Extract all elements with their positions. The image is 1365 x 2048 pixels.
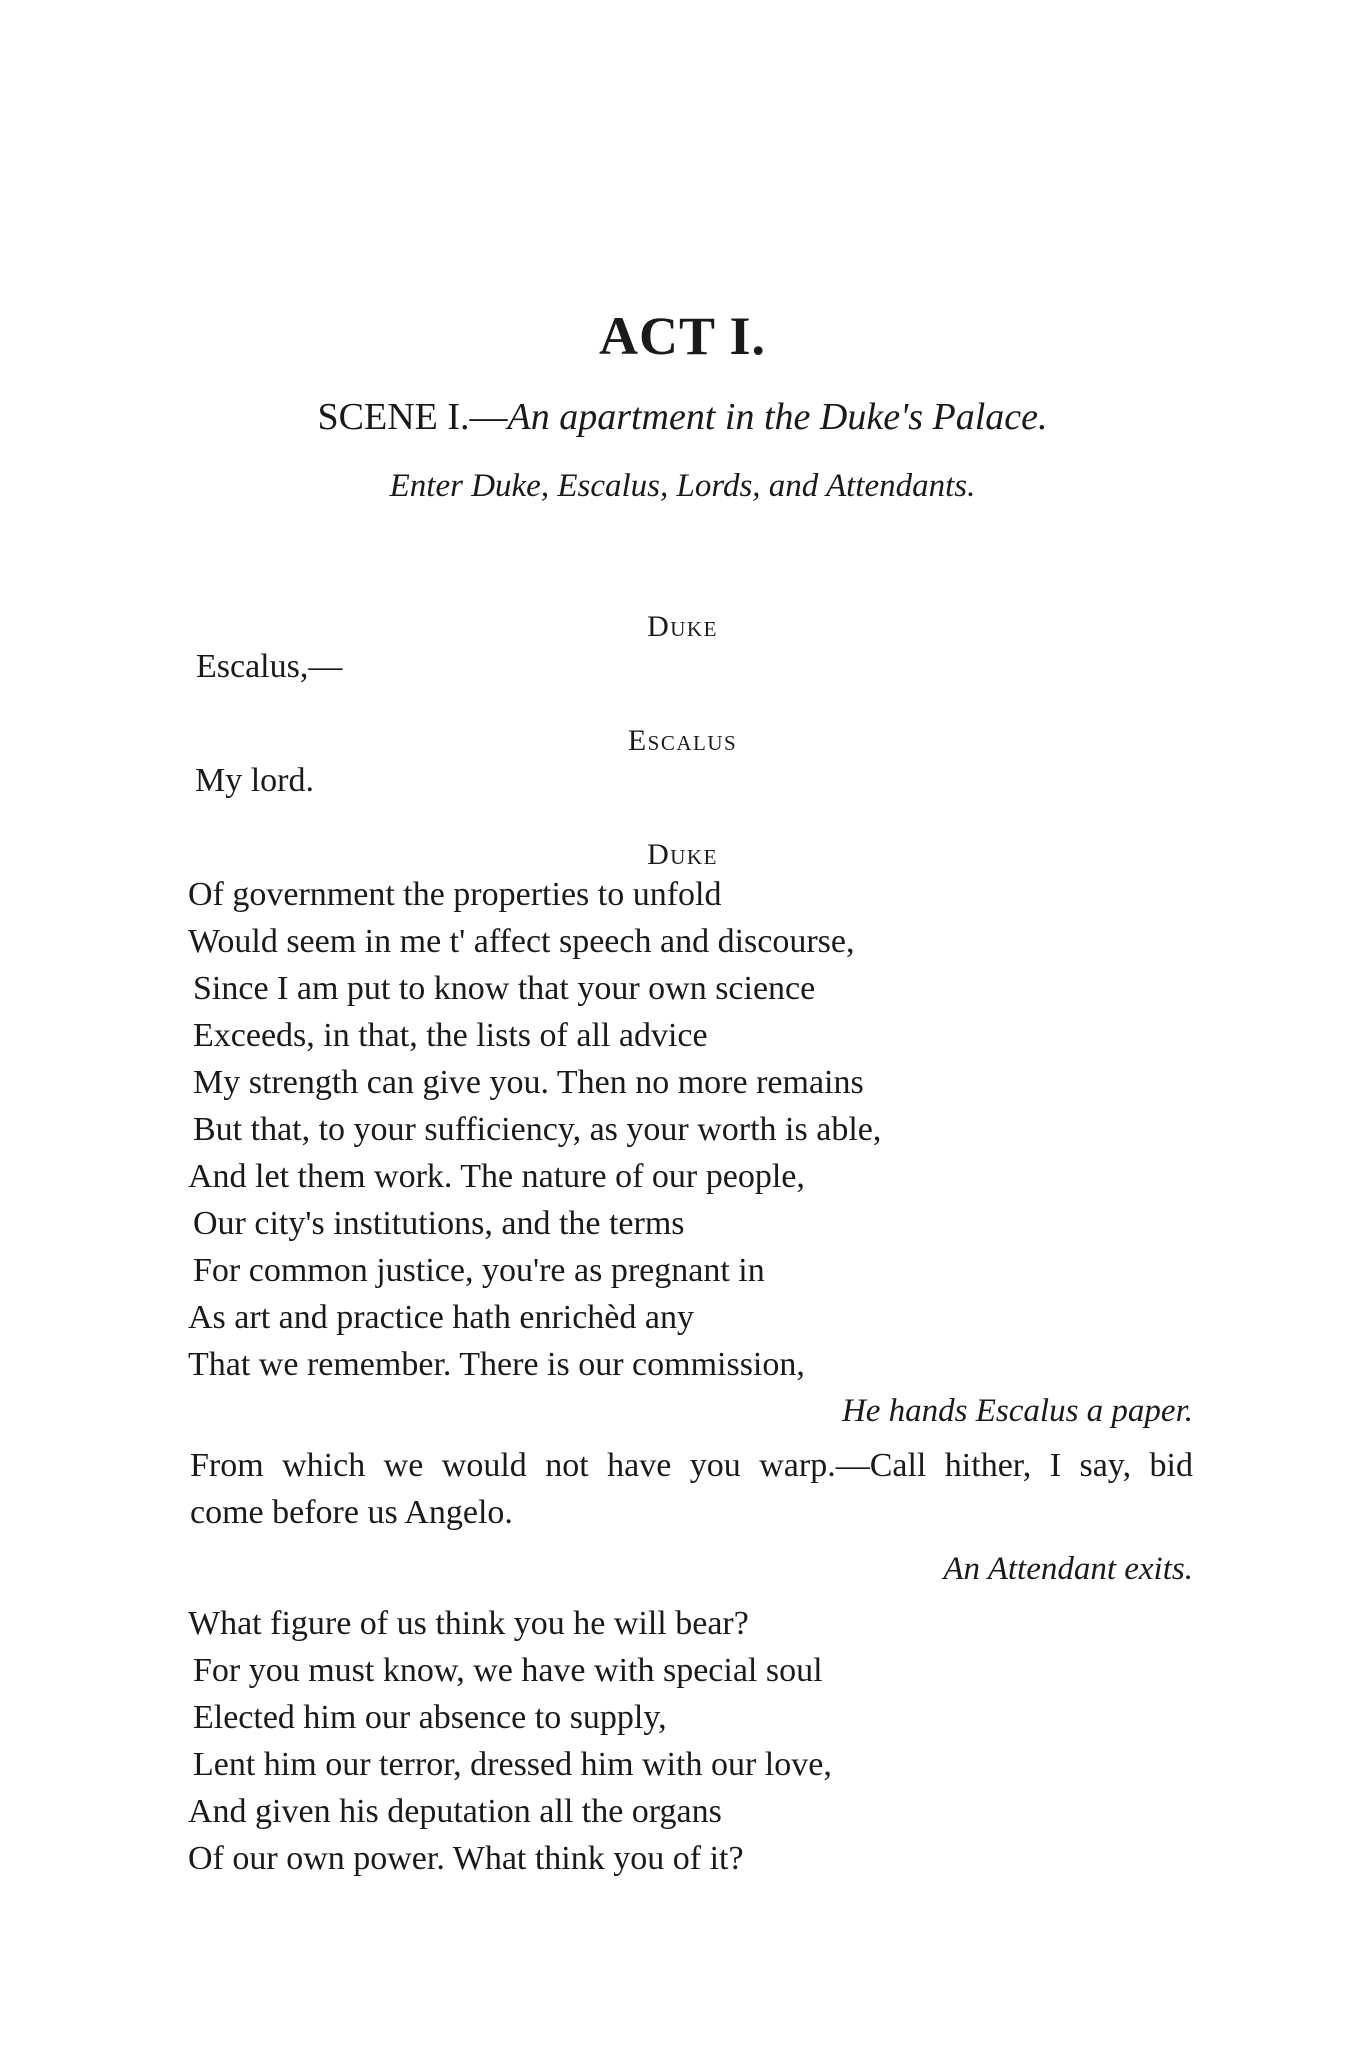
verse-line: Would seem in me t' affect speech and discourse, xyxy=(188,923,855,960)
scene-label: SCENE I.— xyxy=(317,396,508,438)
verse-line: Lent him our terror, dressed him with our love, xyxy=(193,1746,832,1783)
speaker-duke: Duke xyxy=(647,610,718,643)
speech-line: Escalus,— xyxy=(196,648,343,685)
prose-line: From which we would not have you warp.—Call hither, I say, bid xyxy=(190,1447,1193,1484)
verse-line: Of government the properties to unfold xyxy=(188,876,722,913)
verse-line: Exceeds, in that, the lists of all advice xyxy=(193,1017,708,1054)
verse-line: Since I am put to know that your own science xyxy=(193,970,816,1007)
verse-line: That we remember. There is our commission, xyxy=(188,1346,805,1383)
scene-location: An apartment in the Duke's Palace. xyxy=(507,396,1048,438)
speaker-duke: Duke xyxy=(647,838,718,871)
speech-line: My lord. xyxy=(195,762,314,799)
verse-line: For you must know, we have with special soul xyxy=(193,1652,823,1689)
stage-direction-exit: An Attendant exits. xyxy=(943,1551,1193,1587)
stage-direction-paper: He hands Escalus a paper. xyxy=(841,1393,1193,1429)
verse-line: Of our own power. What think you of it? xyxy=(188,1840,744,1877)
verse-line: And given his deputation all the organs xyxy=(188,1793,722,1830)
verse-line: My strength can give you. Then no more remains xyxy=(193,1064,864,1101)
stage-direction-entrance: Enter Duke, Escalus, Lords, and Attendants. xyxy=(389,468,976,504)
verse-line: And let them work. The nature of our people, xyxy=(188,1158,805,1195)
verse-line: What figure of us think you he will bear? xyxy=(188,1605,749,1642)
verse-line: Our city's institutions, and the terms xyxy=(193,1205,685,1242)
speaker-escalus: Escalus xyxy=(627,724,738,757)
verse-line: But that, to your sufficiency, as your worth is able, xyxy=(193,1111,882,1148)
scene-heading xyxy=(0,395,1365,439)
act-title: ACT I. xyxy=(598,306,767,366)
verse-line: Elected him our absence to supply, xyxy=(193,1699,667,1736)
prose-line: come before us Angelo. xyxy=(190,1494,513,1531)
verse-line: For common justice, you're as pregnant in xyxy=(193,1252,765,1289)
verse-line: As art and practice hath enrichèd any xyxy=(188,1299,694,1336)
